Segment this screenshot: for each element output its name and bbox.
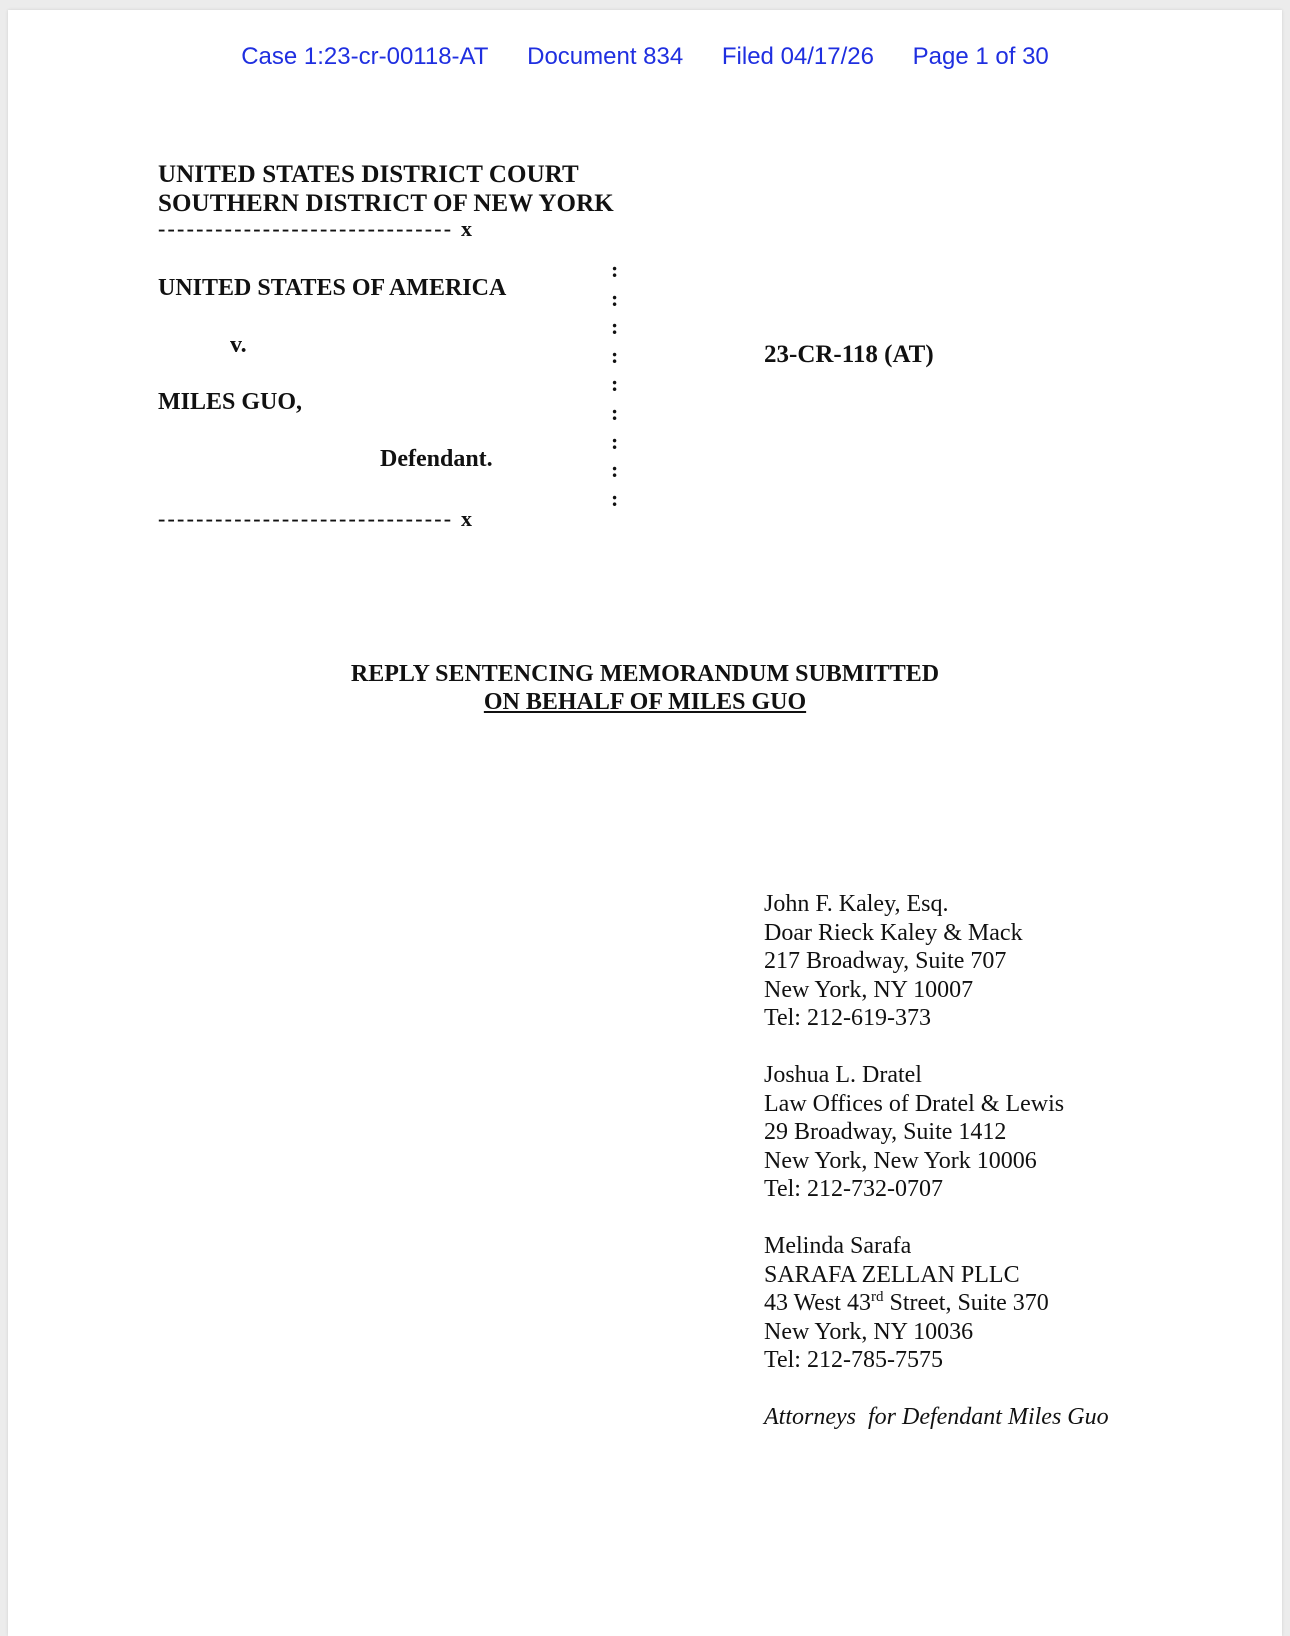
court-name xyxy=(158,160,614,218)
attorney-name: John F. Kaley, Esq. xyxy=(764,891,949,917)
attorney-firm: SARAFA ZELLAN PLLC xyxy=(764,1261,1020,1288)
attorney-entry xyxy=(764,1232,1109,1375)
attorney-phone: Tel: 212-785-7575 xyxy=(764,1347,943,1374)
attorneys-for-line: Attorneys for Defendant Miles Guo xyxy=(764,1403,1109,1430)
attorney-city: New York, NY 10007 xyxy=(764,976,974,1003)
ecf-filed-date: Filed 04/17/26 xyxy=(721,43,874,70)
caption-colon: : xyxy=(611,428,619,454)
document-title xyxy=(8,660,1282,716)
caption-colon-column xyxy=(611,256,618,513)
attorney-address: 217 Broadway, Suite 707 xyxy=(764,948,1007,975)
court-line-2: SOUTHERN DISTRICT OF NEW YORK xyxy=(158,190,614,217)
address-street-rest: Street, Suite 370 xyxy=(883,1290,1049,1317)
attorney-city: New York, New York 10006 xyxy=(764,1147,1037,1174)
attorney-address xyxy=(764,1289,1109,1318)
ecf-document-number: Document 834 xyxy=(527,43,684,70)
caption-bottom-border: ------------------------------- x xyxy=(158,506,475,531)
attorney-entry xyxy=(764,890,1109,1033)
caption-top-border: ------------------------------- x xyxy=(158,216,475,241)
address-street-number: 43 West 43 xyxy=(764,1290,871,1317)
caption-defendant-label: Defendant. xyxy=(380,446,493,472)
ecf-page-count: Page 1 of 30 xyxy=(912,43,1049,70)
attorney-signature-block xyxy=(764,890,1109,1432)
attorney-city: New York, NY 10036 xyxy=(764,1318,974,1345)
caption-colon: : xyxy=(611,257,619,282)
attorney-address: 29 Broadway, Suite 1412 xyxy=(764,1119,1007,1146)
ordinal-suffix: rd xyxy=(870,1289,884,1306)
attorney-name: Joshua L. Dratel xyxy=(764,1061,922,1088)
attorney-phone: Tel: 212-619-373 xyxy=(764,1005,931,1032)
document-page xyxy=(8,10,1282,1636)
caption-colon: : xyxy=(611,399,619,425)
ecf-case-number: Case 1:23-cr-00118-AT xyxy=(241,43,489,70)
attorney-phone: Tel: 212-732-0707 xyxy=(764,1176,943,1203)
caption-versus: v. xyxy=(230,332,247,358)
caption-colon: : xyxy=(611,342,619,368)
caption-colon: : xyxy=(611,457,619,483)
caption-colon: : xyxy=(611,314,619,340)
title-line-2: ON BEHALF OF MILES GUO xyxy=(483,689,807,715)
attorney-firm: Doar Rieck Kaley & Mack xyxy=(764,919,1023,946)
ecf-header xyxy=(8,43,1282,71)
caption-colon: : xyxy=(611,485,619,511)
case-number: 23-CR-118 (AT) xyxy=(764,341,934,368)
attorney-firm: Law Offices of Dratel & Lewis xyxy=(764,1090,1065,1117)
caption-colon: : xyxy=(611,371,619,397)
caption-defendant-name: MILES GUO, xyxy=(158,389,303,415)
attorney-entry xyxy=(764,1061,1109,1204)
title-line-1: REPLY SENTENCING MEMORANDUM SUBMITTED xyxy=(350,661,940,687)
caption-plaintiff: UNITED STATES OF AMERICA xyxy=(158,275,507,301)
court-line-1: UNITED STATES DISTRICT COURT xyxy=(158,161,579,188)
caption-colon: : xyxy=(611,285,619,311)
attorney-name: Melinda Sarafa xyxy=(764,1232,912,1259)
